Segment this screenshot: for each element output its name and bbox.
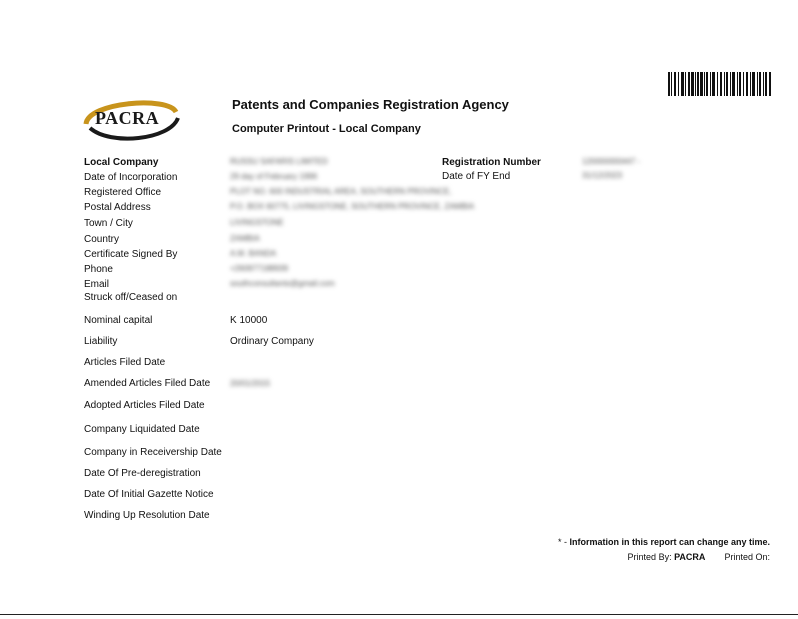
label-country: Country — [84, 234, 120, 245]
label-adopted-articles-filed-date: Adopted Articles Filed Date — [84, 400, 205, 411]
label-local-company: Local Company — [84, 157, 159, 168]
label-winding-up-resolution-date: Winding Up Resolution Date — [84, 510, 210, 521]
value-phone: +260977188939 — [230, 264, 289, 273]
label-date-of-pre-deregistration: Date Of Pre-deregistration — [84, 468, 201, 479]
value-liability: Ordinary Company — [230, 336, 314, 347]
label-nominal-capital: Nominal capital — [84, 315, 153, 326]
agency-title: Patents and Companies Registration Agency — [232, 97, 509, 112]
value-email: southconsultants@gmail.com — [230, 279, 335, 288]
value-registered-office: PLOT NO. 600 INDUSTRIAL AREA, SOUTHERN PROVINCE, — [230, 187, 452, 196]
label-certificate-signed-by: Certificate Signed By — [84, 249, 178, 260]
disclaimer-note — [558, 537, 770, 547]
value-local-company: RUSSU SAFARIS LIMITED — [230, 157, 328, 166]
label-amended-articles-filed-date: Amended Articles Filed Date — [84, 378, 211, 389]
label-struck-off: Struck off/Ceased on — [84, 292, 178, 303]
label-liability: Liability — [84, 336, 118, 347]
value-certificate-signed-by: A.M. BANDA — [230, 249, 277, 258]
pacra-logo — [80, 94, 184, 144]
value-town-city: LIVINGSTONE — [230, 218, 284, 227]
label-date-of-initial-gazette-notice: Date Of Initial Gazette Notice — [84, 489, 214, 500]
value-amended-articles-filed-date: 20/01/2015 — [230, 379, 271, 388]
label-postal-address: Postal Address — [84, 202, 151, 213]
disclaimer-prefix: * - — [557, 537, 570, 547]
label-registered-office: Registered Office — [84, 187, 162, 198]
printed-by-value: PACRA — [674, 552, 706, 562]
disclaimer-text: Information in this report can change any time. — [569, 537, 770, 547]
label-town-city: Town / City — [84, 218, 133, 229]
printed-on-label: Printed On: — [724, 552, 770, 562]
value-registration-number: 120000000447 - — [582, 157, 641, 166]
logo-text: PACRA — [95, 108, 160, 128]
value-nominal-capital: K 10000 — [230, 315, 268, 326]
label-phone: Phone — [84, 264, 113, 275]
label-company-in-receivership-date: Company in Receivership Date — [84, 447, 222, 458]
value-date-of-fy-end: 31/12/2023 — [582, 171, 623, 180]
label-company-liquidated-date: Company Liquidated Date — [84, 424, 200, 435]
document-subtitle: Computer Printout - Local Company — [232, 123, 421, 135]
label-registration-number: Registration Number — [442, 157, 541, 168]
page-bottom-rule — [0, 614, 798, 615]
label-articles-filed-date: Articles Filed Date — [84, 357, 166, 368]
label-date-of-incorporation: Date of Incorporation — [84, 172, 178, 183]
value-country: ZAMBIA — [230, 234, 260, 243]
printed-line — [628, 552, 770, 562]
value-postal-address: P.O. BOX 60775, LIVINGSTONE, SOUTHERN PROVINCE, ZAMBIA — [230, 202, 475, 211]
value-date-of-incorporation: 29 day of February 1996 — [230, 172, 318, 181]
barcode — [668, 72, 772, 96]
label-date-of-fy-end: Date of FY End — [442, 171, 511, 182]
printed-by-label: Printed By: — [627, 552, 672, 562]
label-email: Email — [84, 279, 110, 290]
